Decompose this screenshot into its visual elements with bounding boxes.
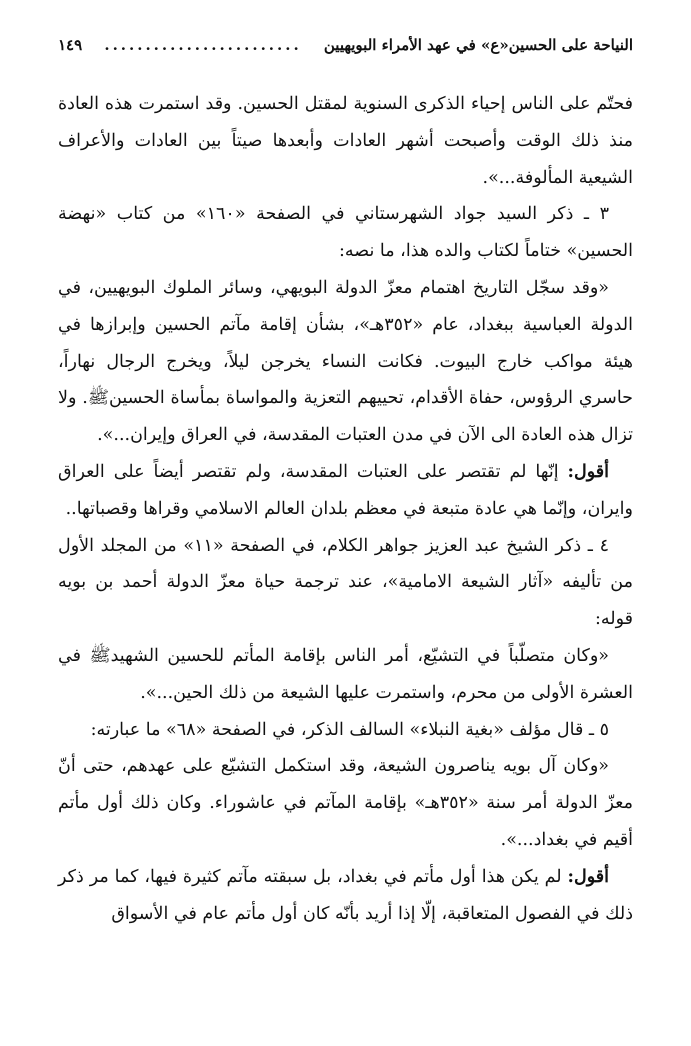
paragraph-lead: أقول: bbox=[567, 461, 609, 482]
paragraph-text: «وكان آل بويه يناصرون الشيعة، وقد استكمل التشيّع على عهدهم، حتى أنّ معزّ الدولة أمر سنة «٣٥٢هـ» بإقامة المآتم في عاشوراء. وكان ذلك أول مأتم أقيم في بغداد...». bbox=[58, 756, 633, 850]
paragraph bbox=[58, 528, 633, 638]
paragraph-text: فحتّم على الناس إحياء الذكرى السنوية لمقتل الحسين. وقد استمرت هذه العادة منذ ذلك الوقت وأصبحت أشهر العادات وأبعدها صيتاً بين العادات والأعراف الشيعية المألوفة...». bbox=[58, 94, 633, 188]
paragraph bbox=[58, 859, 633, 933]
paragraph bbox=[58, 638, 633, 712]
paragraph bbox=[58, 270, 633, 454]
header-title: النياحة على الحسين«ع» في عهد الأمراء البويهيين bbox=[323, 36, 633, 54]
paragraph bbox=[58, 748, 633, 858]
paragraph bbox=[58, 196, 633, 270]
paragraph-lead: أقول: bbox=[567, 866, 609, 887]
paragraph-text: إنّها لم تقتصر على العتبات المقدسة، ولم تقتصر أيضاً على العراق وايران، وإنّما هي عادة متبعة في معظم بلدان العالم الاسلامي وقراها وقصباتها.. bbox=[58, 461, 633, 519]
paragraph-text: «وكان متصلّباً في التشيّع، أمر الناس بإقامة المأتم للحسين الشهيدﷺ في العشرة الأولى من محرم، واستمرت عليها الشيعة من ذلك الحين...». bbox=[58, 645, 633, 703]
paragraph-text: لم يكن هذا أول مأتم في بغداد، بل سبقته مآتم كثيرة فيها، كما مر ذكر ذلك في الفصول المتعاقبة، إلّا إذا أريد بأنّه كان أول مأتم عام في الأسواق bbox=[58, 866, 633, 924]
header-dot-leader: ........................ bbox=[104, 36, 302, 54]
running-header bbox=[58, 36, 633, 66]
paragraph bbox=[58, 454, 633, 528]
paragraph-text: ٣ ـ ذكر السيد جواد الشهرستاني في الصفحة «١٦٠» من كتاب «نهضة الحسين» ختاماً لكتاب والده هذا، ما نصه: bbox=[58, 204, 633, 262]
body-text bbox=[58, 86, 633, 932]
paragraph bbox=[58, 86, 633, 196]
paragraph bbox=[58, 712, 633, 749]
paragraph-text: ٤ ـ ذكر الشيخ عبد العزيز جواهر الكلام، في الصفحة «١١» من المجلد الأول من تأليفه «آثار الشيعة الامامية»، عند ترجمة حياة معزّ الدولة أحمد بن بويه قوله: bbox=[58, 535, 633, 630]
paragraph-text: «وقد سجّل التاريخ اهتمام معزّ الدولة البويهي، وسائر الملوك البويهيين، في الدولة العباسية ببغداد، عام «٣٥٢هـ»، بشأن إقامة مآتم الحسين وإبرازها في هيئة مواكب خارج البيوت. فكانت النساء يخرجن ليلاً، ويخرج الرجال نهاراً، حاسري الرؤوس، حفاة الأقدام، تحييهم التعزية والمواساة بمأساة الحسينﷺ. ولا تزال هذه العادة الى الآن في مدن العتبات المقدسة، في العراق وإيران...». bbox=[58, 277, 633, 446]
page-number: ١٤٩ bbox=[58, 36, 83, 54]
paragraph-text: ٥ ـ قال مؤلف «بغية النبلاء» السالف الذكر، في الصفحة «٦٨» ما عبارته: bbox=[90, 719, 609, 740]
